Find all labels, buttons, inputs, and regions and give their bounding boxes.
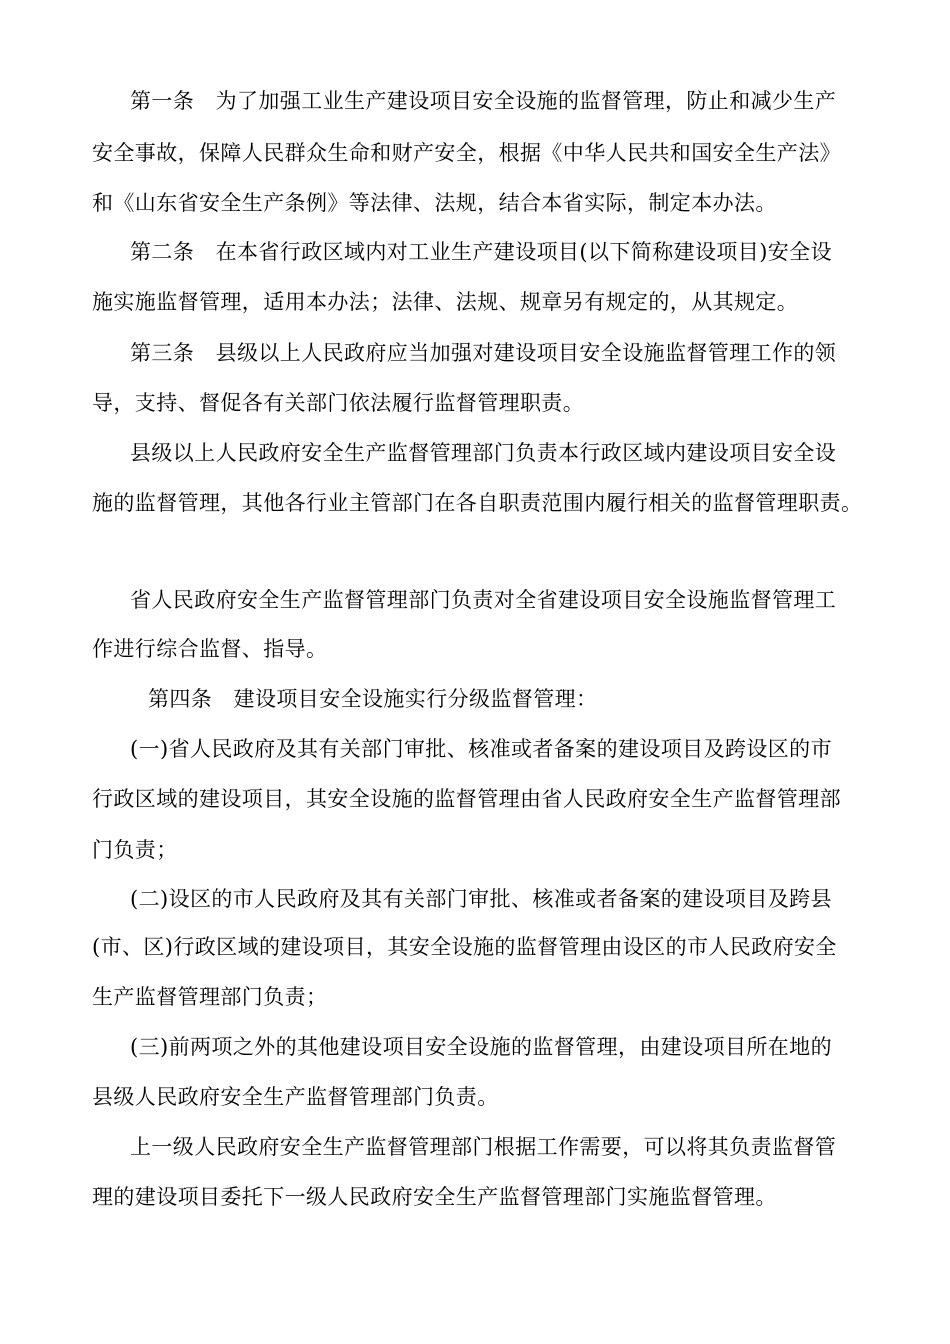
paragraph-line: 第二条 在本省行政区域内对工业生产建设项目(以下简称建设项目)安全设 — [130, 240, 832, 264]
paragraph-line: (市、区)行政区域的建设项目，其安全设施的监督管理由设区的市人民政府安全 — [92, 935, 837, 959]
paragraph-line: (三)前两项之外的其他建设项目安全设施的监督管理，由建设项目所在地的 — [130, 1035, 832, 1059]
paragraph-line: 生产监督管理部门负责； — [92, 985, 328, 1009]
paragraph-line: (二)设区的市人民政府及其有关部门审批、核准或者备案的建设项目及跨县 — [130, 887, 832, 911]
paragraph-line: 县级人民政府安全生产监督管理部门负责。 — [92, 1085, 499, 1109]
paragraph-line: 县级以上人民政府安全生产监督管理部门负责本行政区域内建设项目安全设 — [130, 441, 837, 465]
paragraph-line: 第四条 建设项目安全设施实行分级监督管理： — [148, 687, 598, 711]
paragraph-line: 第一条 为了加强工业生产建设项目安全设施的监督管理，防止和减少生产 — [130, 89, 837, 113]
paragraph-line: 施实施监督管理，适用本办法；法律、法规、规章另有规定的，从其规定。 — [92, 290, 799, 314]
paragraph-line: 行政区域的建设项目，其安全设施的监督管理由省人民政府安全生产监督管理部 — [92, 787, 841, 811]
paragraph-line: 省人民政府安全生产监督管理部门负责对全省建设项目安全设施监督管理工 — [130, 588, 837, 612]
paragraph-line: 导，支持、督促各有关部门依法履行监督管理职责。 — [92, 391, 585, 415]
paragraph-line: 安全事故，保障人民群众生命和财产安全，根据《中华人民共和国安全生产法》 — [92, 141, 841, 165]
paragraph-line: 上一级人民政府安全生产监督管理部门根据工作需要，可以将其负责监督管 — [130, 1135, 837, 1159]
paragraph-line: 和《山东省安全生产条例》等法律、法规，结合本省实际，制定本办法。 — [92, 191, 777, 215]
paragraph-line: (一)省人民政府及其有关部门审批、核准或者备案的建设项目及跨设区的市 — [130, 737, 832, 761]
paragraph-line: 作进行综合监督、指导。 — [92, 637, 328, 661]
paragraph-line: 第三条 县级以上人民政府应当加强对建设项目安全设施监督管理工作的领 — [130, 341, 837, 365]
paragraph-line: 施的监督管理，其他各行业主管部门在各自职责范围内履行相关的监督管理职责。 — [92, 491, 863, 515]
paragraph-line: 门负责； — [92, 838, 178, 862]
paragraph-line: 理的建设项目委托下一级人民政府安全生产监督管理部门实施监督管理。 — [92, 1185, 777, 1209]
